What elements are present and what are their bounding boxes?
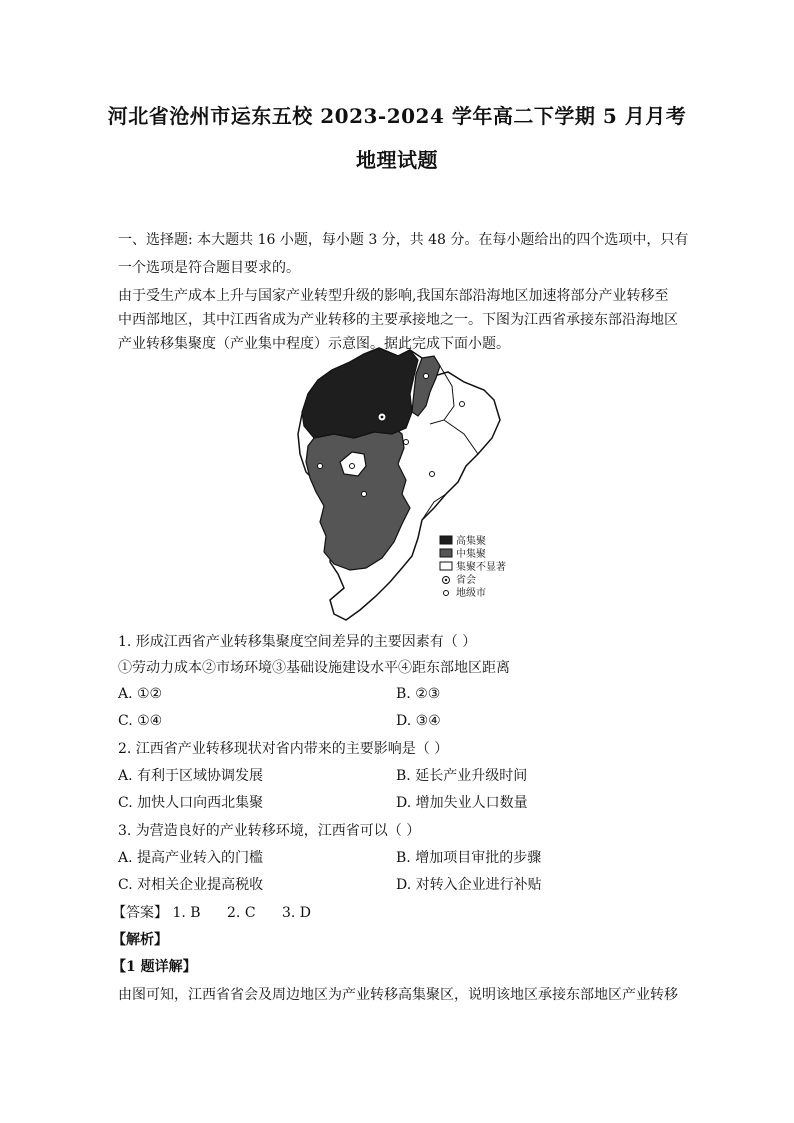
question-1-option-b[interactable]: B. ②③ (396, 686, 441, 702)
map-legend (440, 534, 506, 599)
question-3-option-b[interactable]: B. 增加项目审批的步骤 (396, 850, 542, 866)
detail-text: 由图可知，江西省省会及周边地区为产业转移高集聚区，说明该地区承接东部地区产业转移 (118, 987, 678, 1003)
question-2-option-c[interactable]: C. 加快人口向西北集聚 (118, 795, 264, 811)
answer-2: 2. C (227, 905, 256, 921)
city-marker (404, 440, 409, 445)
question-1-option-a[interactable]: A. ①② (118, 686, 163, 702)
legend-low: 集聚不显著 (456, 562, 506, 573)
legend-capital: 省会 (456, 575, 476, 586)
legend-city: 地级市 (456, 588, 486, 599)
intro-line3: 产业转移集聚度（产业集中程度）示意图。据此完成下面小题。 (118, 336, 510, 352)
question-1-option-d[interactable]: D. ③④ (396, 713, 441, 729)
answer-3: 3. D (282, 905, 312, 921)
answer-1: 1. B (172, 905, 201, 921)
question-2-stem: 2. 江西省产业转移现状对省内带来的主要影响是（ ） (118, 741, 449, 757)
section-instructions-line1: 一、选择题: 本大题共 16 小题，每小题 3 分，共 48 分。在每小题给出的四个选项中，只有 (118, 232, 689, 248)
question-1-stem: 1. 形成江西省产业转移集聚度空间差异的主要因素有（ ） (118, 634, 477, 650)
exam-subtitle: 地理试题 (356, 148, 438, 172)
city-marker (424, 374, 429, 379)
question-2-option-a[interactable]: A. 有利于区域协调发展 (118, 768, 264, 784)
city-marker (460, 402, 465, 407)
answer-line (112, 903, 672, 923)
detail-label: 【1 题详解】 (112, 959, 197, 975)
question-3-option-a[interactable]: A. 提高产业转入的门槛 (118, 850, 264, 866)
intro-line2: 中西部地区，其中江西省成为产业转移的主要承接地之一。下图为江西省承接东部沿海地区 (118, 312, 678, 328)
city-marker (350, 464, 355, 469)
city-marker (430, 472, 435, 477)
jiangxi-agglomeration-map (294, 342, 518, 626)
answer-label: 【答案】 (112, 905, 168, 921)
legend-mid: 中集聚 (456, 549, 486, 560)
question-2-option-d[interactable]: D. 增加失业人口数量 (396, 795, 528, 811)
city-marker (362, 492, 367, 497)
question-1-option-c[interactable]: C. ①④ (118, 713, 163, 729)
question-2-option-b[interactable]: B. 延长产业升级时间 (396, 768, 528, 784)
question-3-stem: 3. 为营造良好的产业转移环境，江西省可以（ ） (118, 823, 421, 839)
exam-title: 河北省沧州市运东五校 2023-2024 学年高二下学期 5 月月考 (107, 104, 687, 128)
question-1-statements: ①劳动力成本②市场环境③基础设施建设水平④距东部地区距离 (118, 660, 510, 676)
intro-line1: 由于受生产成本上升与国家产业转型升级的影响,我国东部沿海地区加速将部分产业转移至 (118, 288, 669, 304)
city-marker (318, 464, 323, 469)
question-3-option-d[interactable]: D. 对转入企业进行补贴 (396, 877, 542, 893)
section-instructions-line2: 一个选项是符合题目要求的。 (118, 260, 300, 276)
analysis-label: 【解析】 (112, 932, 168, 948)
question-3-option-c[interactable]: C. 对相关企业提高税收 (118, 877, 264, 893)
map-region-high (302, 348, 418, 438)
legend-high: 高集聚 (456, 536, 486, 547)
